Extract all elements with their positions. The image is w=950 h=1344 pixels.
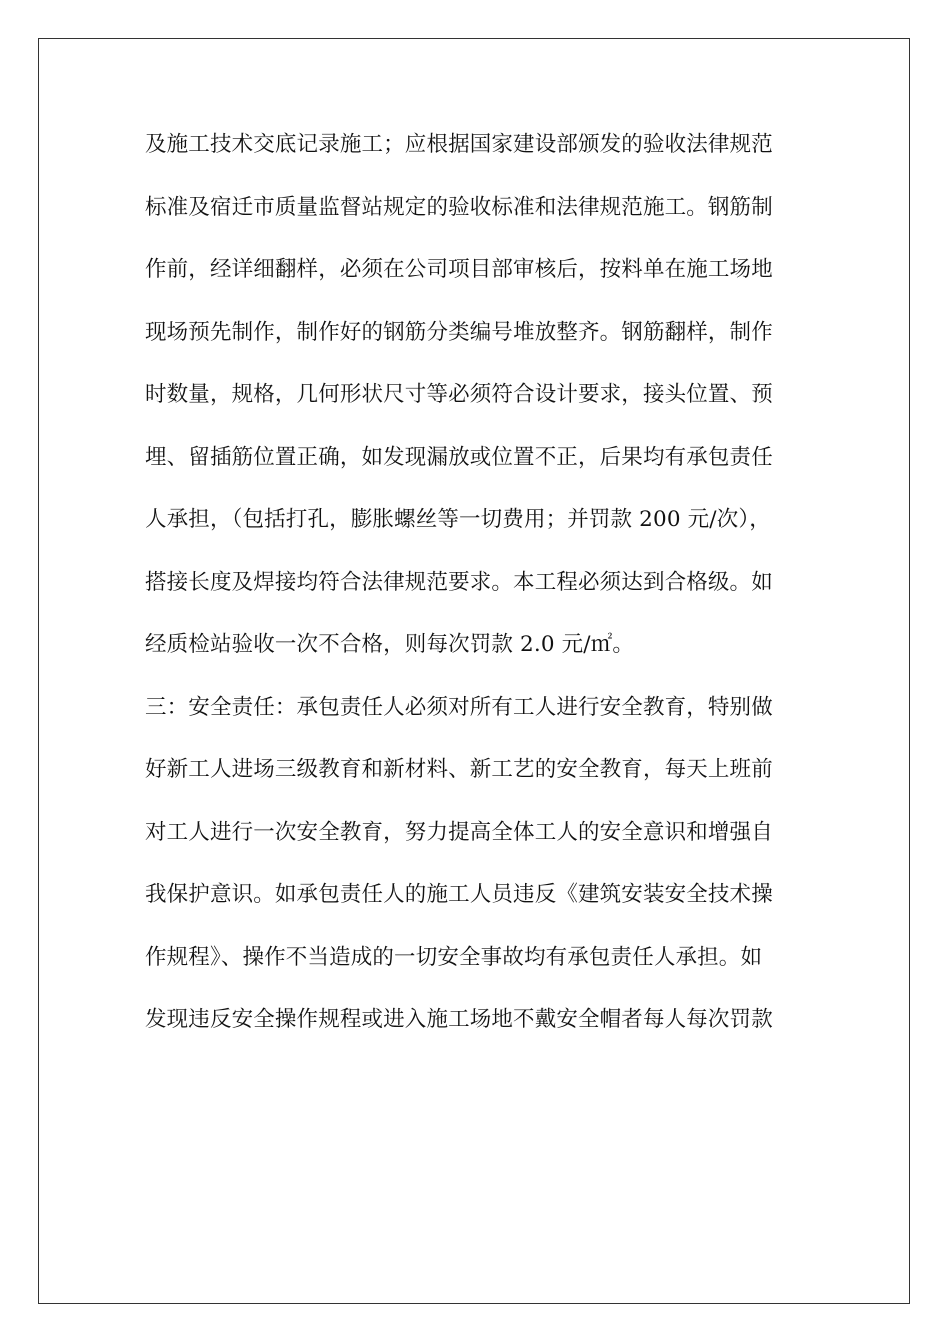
text-line: 埋、留插筋位置正确，如发现漏放或位置不正，后果均有承包责任 (145, 444, 773, 470)
text-line: 标准及宿迁市质量监督站规定的验收标准和法律规范施工。钢筋制 (145, 194, 773, 220)
text-line: 我保护意识。如承包责任人的施工人员违反《建筑安装安全技术操 (145, 882, 773, 907)
text-line: 发现违反安全操作规程或进入施工场地不戴安全帽者每人每次罚款 (145, 1007, 773, 1032)
section-heading-line: 三：安全责任：承包责任人必须对所有工人进行安全教育，特别做 (145, 694, 773, 720)
text-line: 作前，经详细翻样，必须在公司项目部审核后，按料单在施工场地 (145, 257, 773, 282)
text-line: 现场预先制作，制作好的钢筋分类编号堆放整齐。钢筋翻样，制作 (145, 319, 773, 345)
text-line: 时数量，规格，几何形状尺寸等必须符合设计要求，接头位置、预 (145, 382, 773, 407)
text-line: 人承担，（包括打孔，膨胀螺丝等一切费用；并罚款 200 元/次）， (145, 507, 771, 532)
text-line: 经质检站验收一次不合格，则每次罚款 2.0 元/㎡。 (145, 632, 635, 657)
text-line: 及施工技术交底记录施工；应根据国家建设部颁发的验收法律规范 (145, 132, 773, 157)
text-line: 搭接长度及焊接均符合法律规范要求。本工程必须达到合格级。如 (145, 569, 773, 595)
document-body (145, 125, 795, 1063)
text-line: 作规程》、操作不当造成的一切安全事故均有承包责任人承担。如 (145, 944, 763, 970)
text-line: 好新工人进场三级教育和新材料、新工艺的安全教育，每天上班前 (145, 757, 773, 782)
text-line: 对工人进行一次安全教育，努力提高全体工人的安全意识和增强自 (145, 819, 773, 845)
